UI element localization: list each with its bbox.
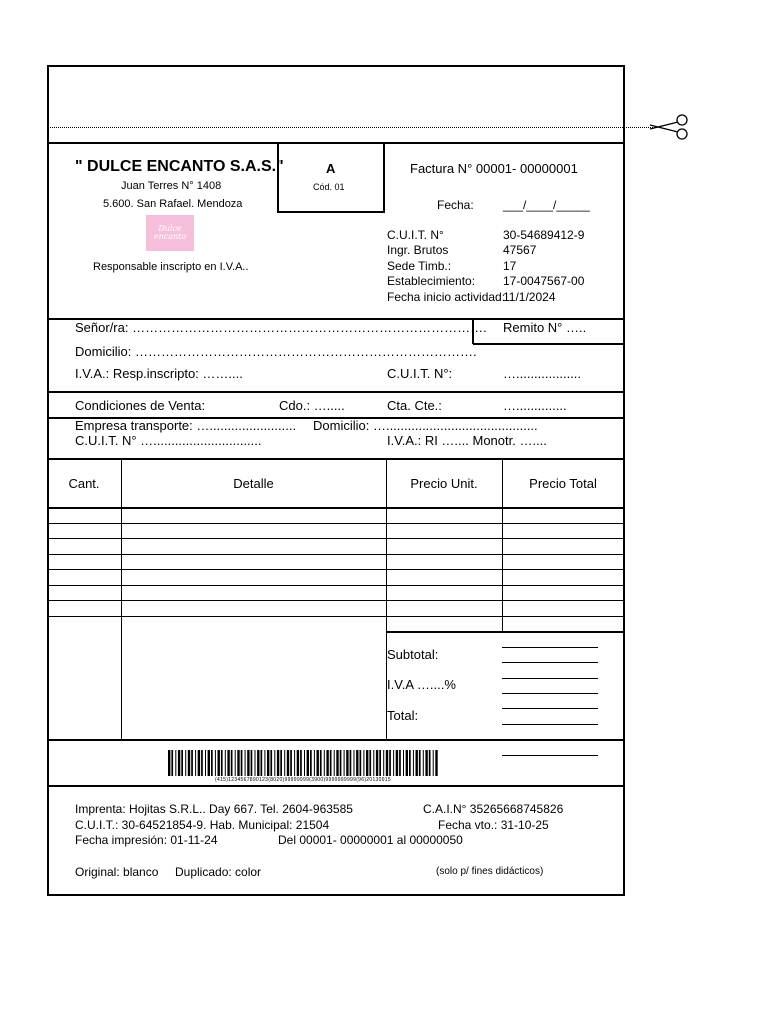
table-row <box>47 554 625 555</box>
table-row <box>47 616 625 617</box>
printer-cuit-info: C.U.I.T.: 30-64521854-9. Hab. Municipal: 21504 <box>75 818 330 832</box>
transport-iva-field: I.V.A.: RI ….... Monotr. ….... <box>387 433 547 448</box>
total-line <box>502 724 598 725</box>
estab-value: 17-0047567-00 <box>503 274 585 288</box>
didactic-note: (solo p/ fines didácticos) <box>436 866 544 877</box>
expiry-date: Fecha vto.: 31-10-25 <box>438 818 549 832</box>
print-date: Fecha impresión: 01-11-24 <box>75 833 218 847</box>
transport-bottom-line <box>47 458 625 460</box>
col-divider-1 <box>121 459 122 739</box>
invoice-letter: A <box>326 161 336 176</box>
inicio-value: 11/1/2024 <box>503 290 556 304</box>
original-copy: Original: blanco <box>75 865 159 879</box>
date-label: Fecha: <box>437 198 474 212</box>
company-name: " DULCE ENCANTO S.A.S." <box>75 158 284 175</box>
table-row <box>47 538 625 539</box>
table-row <box>47 600 625 601</box>
items-bottom-line <box>47 739 625 741</box>
cuit-value: 30-54689412-9 <box>503 228 585 242</box>
current-account-value: ….............. <box>503 398 567 413</box>
transport-cuit-field: C.U.I.T. N° ….............................. <box>75 433 262 448</box>
invoice-code: Cód. 01 <box>313 182 345 192</box>
sale-conditions-label: Condiciones de Venta: <box>75 398 206 413</box>
client-name-field: Señor/ra: ………………………………………………………………………. <box>75 320 487 335</box>
totals-box-top <box>386 631 625 633</box>
client-bottom-line <box>47 391 625 393</box>
header-precio-unit: Precio Unit. <box>410 476 478 491</box>
transport-field: Empresa transporte: …........................ <box>75 418 297 433</box>
cut-line <box>47 127 657 128</box>
invoice-type-box <box>277 142 385 213</box>
company-city: 5.600. San Rafael. Mendoza <box>103 198 243 210</box>
header-precio-total: Precio Total <box>529 476 597 491</box>
cash-field: Cdo.: …..... <box>279 398 345 413</box>
scissors-icon <box>648 112 690 142</box>
imprenta-info: Imprenta: Hojitas S.R.L.. Day 667. Tel. 2604-963585 <box>75 802 353 816</box>
tax-condition: Responsable inscripto en I.V.A.. <box>93 261 249 273</box>
header-cant: Cant. <box>68 476 100 491</box>
total-label: Total: <box>387 708 419 723</box>
table-row <box>47 585 625 586</box>
logo-text: Dulce encanto <box>153 224 187 241</box>
barcode-image <box>168 750 438 780</box>
ingr-value: 47567 <box>503 243 537 257</box>
client-iva-field: I.V.A.: Resp.inscripto: …….... <box>75 366 243 381</box>
subtotal-line <box>502 662 598 663</box>
table-row <box>47 523 625 524</box>
ingr-label: Ingr. Brutos <box>387 243 449 257</box>
subtotal-line <box>502 647 598 648</box>
subtotal-label: Subtotal: <box>387 647 439 662</box>
sede-value: 17 <box>503 259 517 273</box>
barcode-bottom-line <box>47 785 625 787</box>
col-divider-2 <box>386 459 387 739</box>
table-header-line <box>47 507 625 509</box>
cain-info: C.A.I.N° 35265668745826 <box>423 802 564 816</box>
duplicate-copy: Duplicado: color <box>175 865 262 879</box>
total-line <box>502 708 598 709</box>
logo-image <box>146 215 194 251</box>
iva-label: I.V.A …....% <box>387 677 456 692</box>
company-address: Juan Terres N° 1408 <box>121 180 222 192</box>
cuit-label: C.U.I.T. N° <box>387 228 444 242</box>
date-value: ___/____/_____ <box>503 198 590 212</box>
inicio-label: Fecha inicio actividad: <box>387 290 506 304</box>
iva-line <box>502 693 598 694</box>
iva-line <box>502 678 598 679</box>
client-cuit-label: C.U.I.T. N°: <box>387 366 453 381</box>
number-range: Del 00001- 00000001 al 00000050 <box>278 833 463 847</box>
client-address-field: Domicilio: ……………………………………………………………………. <box>75 344 477 359</box>
signature-line <box>502 755 598 756</box>
remito-box-bottom <box>473 343 625 345</box>
current-account-label: Cta. Cte.: <box>387 398 442 413</box>
invoice-number: Factura N° 00001- 00000001 <box>410 161 578 176</box>
remito-field: Remito N° ….. <box>503 320 587 335</box>
table-row <box>47 569 625 570</box>
header-detalle: Detalle <box>233 476 274 491</box>
barcode-text: (415)1234567890123(8020)99999999(3900)9999999999(96)20130915 <box>215 777 391 783</box>
transport-address-field: Domicilio: ….......................................... <box>313 418 538 433</box>
sede-label: Sede Timb.: <box>387 259 452 273</box>
client-cuit-value: ….................. <box>503 366 582 381</box>
estab-label: Establecimiento: <box>387 274 476 288</box>
